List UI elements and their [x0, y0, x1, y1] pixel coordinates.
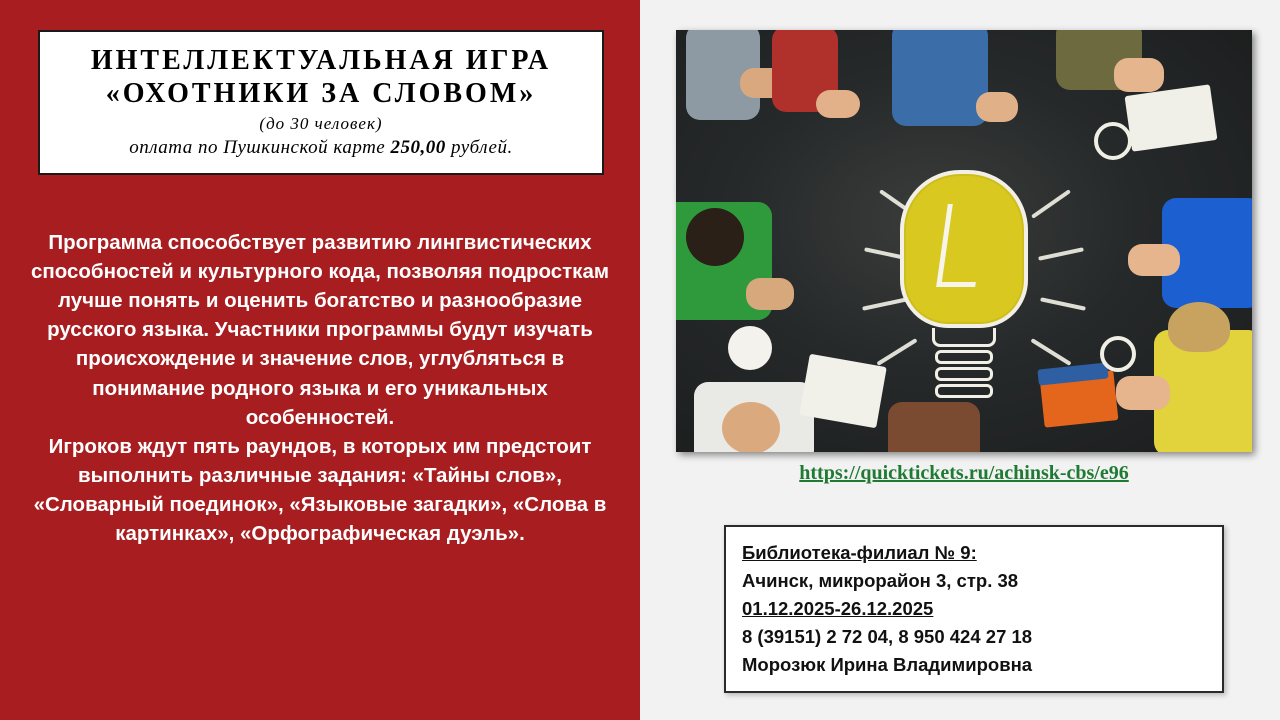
person-dark-arm: [888, 402, 980, 452]
chalk-circle: [1094, 122, 1132, 160]
person-hand: [1128, 244, 1180, 276]
chalk-lightbulb-icon: [900, 170, 1028, 398]
poster-title-line-1: ИНТЕЛЛЕКТУАЛЬНАЯ ИГРА: [90, 45, 552, 76]
lightbulb-screw: [935, 350, 993, 364]
person-hand: [816, 90, 860, 118]
poster-capacity: (до 30 человек): [259, 114, 383, 134]
person-hair-blonde: [1168, 302, 1230, 352]
poster-price-line: [50, 137, 592, 159]
price-suffix: рублей.: [445, 137, 513, 159]
paper-sheet: [799, 354, 887, 429]
contact-info-box: [724, 525, 1224, 693]
person-hand: [746, 278, 794, 310]
description-paragraph-2: Игроков ждут пять раундов, в которых им предстоит выполнить различные задания: «Тайны слов», «Словарный поединок», «Языковые загадки», «Слова в картинках», «Орфографическая дуэль».: [33, 434, 607, 546]
coffee-cup: [728, 326, 772, 370]
poster-title-line-2: «ОХОТНИКИ ЗА СЛОВОМ»: [105, 78, 537, 110]
person-hand: [1114, 58, 1164, 92]
lightbulb-neck: [932, 328, 996, 347]
person-hand: [1116, 376, 1170, 410]
price-value: 250,00: [390, 137, 446, 159]
person-hair: [686, 208, 744, 266]
title-box: [38, 30, 604, 175]
person-paper-sheet: [1125, 84, 1218, 151]
description-paragraph-1: Программа способствует развитию лингвистических способностей и культурного кода, позволяя подросткам лучше понять и оценить богатство и разнообразие русского языка. Участники программы будут изучать происхождение и значение слов, углубляться в понимание родного языка и его уникальных особенностей.: [30, 231, 610, 429]
library-name: Библиотека-филиал № 9:: [742, 542, 977, 563]
person-face: [722, 402, 780, 452]
ticket-link[interactable]: https://quicktickets.ru/achinsk-cbs/e96: [799, 462, 1129, 484]
ticket-link-row: [676, 462, 1252, 485]
person-hand: [976, 92, 1018, 122]
poster-photo: [676, 30, 1252, 452]
lightbulb-screw: [935, 384, 993, 398]
contact-phones: 8 (39151) 2 72 04, 8 950 424 27 18: [742, 626, 1033, 648]
event-dates: 01.12.2025-26.12.2025: [742, 598, 934, 620]
lightbulb-glass: [900, 170, 1028, 328]
person-blue-check-shirt: [892, 30, 988, 126]
contact-person: Морозюк Ирина Владимировна: [742, 654, 1033, 676]
library-address: Ачинск, микрорайон 3, стр. 38: [742, 570, 1019, 592]
price-prefix: оплата по Пушкинской карте: [129, 137, 391, 159]
lightbulb-screw: [935, 367, 993, 381]
poster-description: [30, 228, 610, 548]
chalk-circle: [1100, 336, 1136, 372]
